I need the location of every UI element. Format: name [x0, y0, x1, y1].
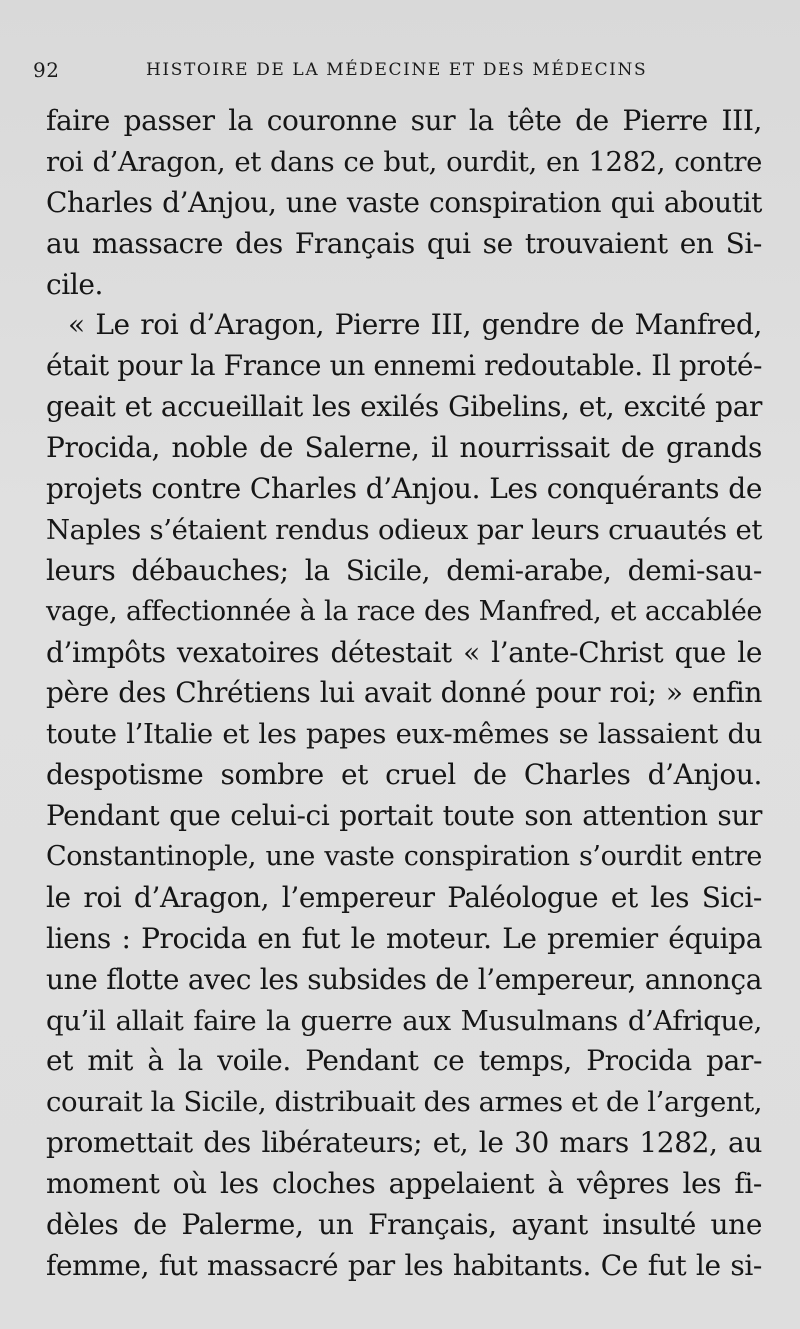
text-line: courait la Sicile, distribuait des armes et de l’argent,	[46, 1086, 763, 1119]
text-line: père des Chrétiens lui avait donné pour roi; » enfin	[46, 676, 762, 710]
text-line: cile.	[46, 267, 104, 301]
text-line: roi d’Aragon, et dans ce but, ourdit, en 1282, contre	[46, 145, 762, 178]
text-line: femme, fut massacré par les habitants. Ce fut le si-	[46, 1248, 762, 1282]
body-text	[46, 101, 762, 1287]
text-line: au massacre des Français qui se trouvaient en Si-	[46, 226, 762, 260]
text-line: despotisme sombre et cruel de Charles d’Anjou.	[46, 758, 762, 792]
text-line: qu’il allait faire la guerre aux Musulmans d’Afrique,	[46, 1004, 762, 1037]
text-line: d’impôts vexatoires détestait « l’ante-Christ que le	[46, 635, 762, 669]
text-line: était pour la France un ennemi redoutable. Il proté-	[46, 349, 763, 383]
text-line: toute l’Italie et les papes eux-mêmes se lassaient du	[46, 718, 762, 751]
text-line: projets contre Charles d’Anjou. Les conquérants de	[46, 472, 762, 506]
running-title: HISTOIRE DE LA MÉDECINE ET DES MÉDECINS	[146, 60, 648, 80]
text-line: une flotte avec les subsides de l’empereur, annonça	[46, 962, 762, 996]
text-line: le roi d’Aragon, l’empereur Paléologue et les Sici-	[46, 880, 762, 914]
text-line: Constantinople, une vaste conspiration s’ourdit entre	[46, 841, 762, 873]
page-number: 92	[33, 58, 60, 82]
text-line: geait et accueillait les exilés Gibelins, et, excité par	[46, 390, 762, 424]
paragraph-2	[46, 305, 762, 1286]
text-line: « Le roi d’Aragon, Pierre III, gendre de Manfred,	[68, 308, 762, 342]
text-line: moment où les cloches appelaient à vêpres les fi-	[46, 1167, 762, 1201]
text-line: Pendant que celui-ci portait toute son attention sur	[46, 799, 762, 833]
running-head	[0, 58, 800, 88]
text-line: et mit à la voile. Pendant ce temps, Procida par-	[46, 1044, 762, 1078]
text-line: Procida, noble de Salerne, il nourrissait de grands	[46, 431, 762, 465]
text-line: dèles de Palerme, un Français, ayant insulté une	[46, 1208, 762, 1242]
text-line: Naples s’étaient rendus odieux par leurs cruautés et	[46, 513, 762, 546]
text-line: promettait des libérateurs; et, le 30 mars 1282, au	[46, 1126, 762, 1160]
text-line: liens : Procida en fut le moteur. Le premier équipa	[46, 921, 762, 955]
text-line: Charles d’Anjou, une vaste conspiration qui aboutit	[46, 185, 762, 219]
paragraph-1	[46, 101, 762, 305]
text-line: faire passer la couronne sur la tête de Pierre III,	[46, 104, 762, 137]
text-line: leurs débauches; la Sicile, demi-arabe, demi-sau-	[46, 553, 762, 587]
text-line: vage, affectionnée à la race des Manfred, et accablée	[46, 595, 762, 627]
